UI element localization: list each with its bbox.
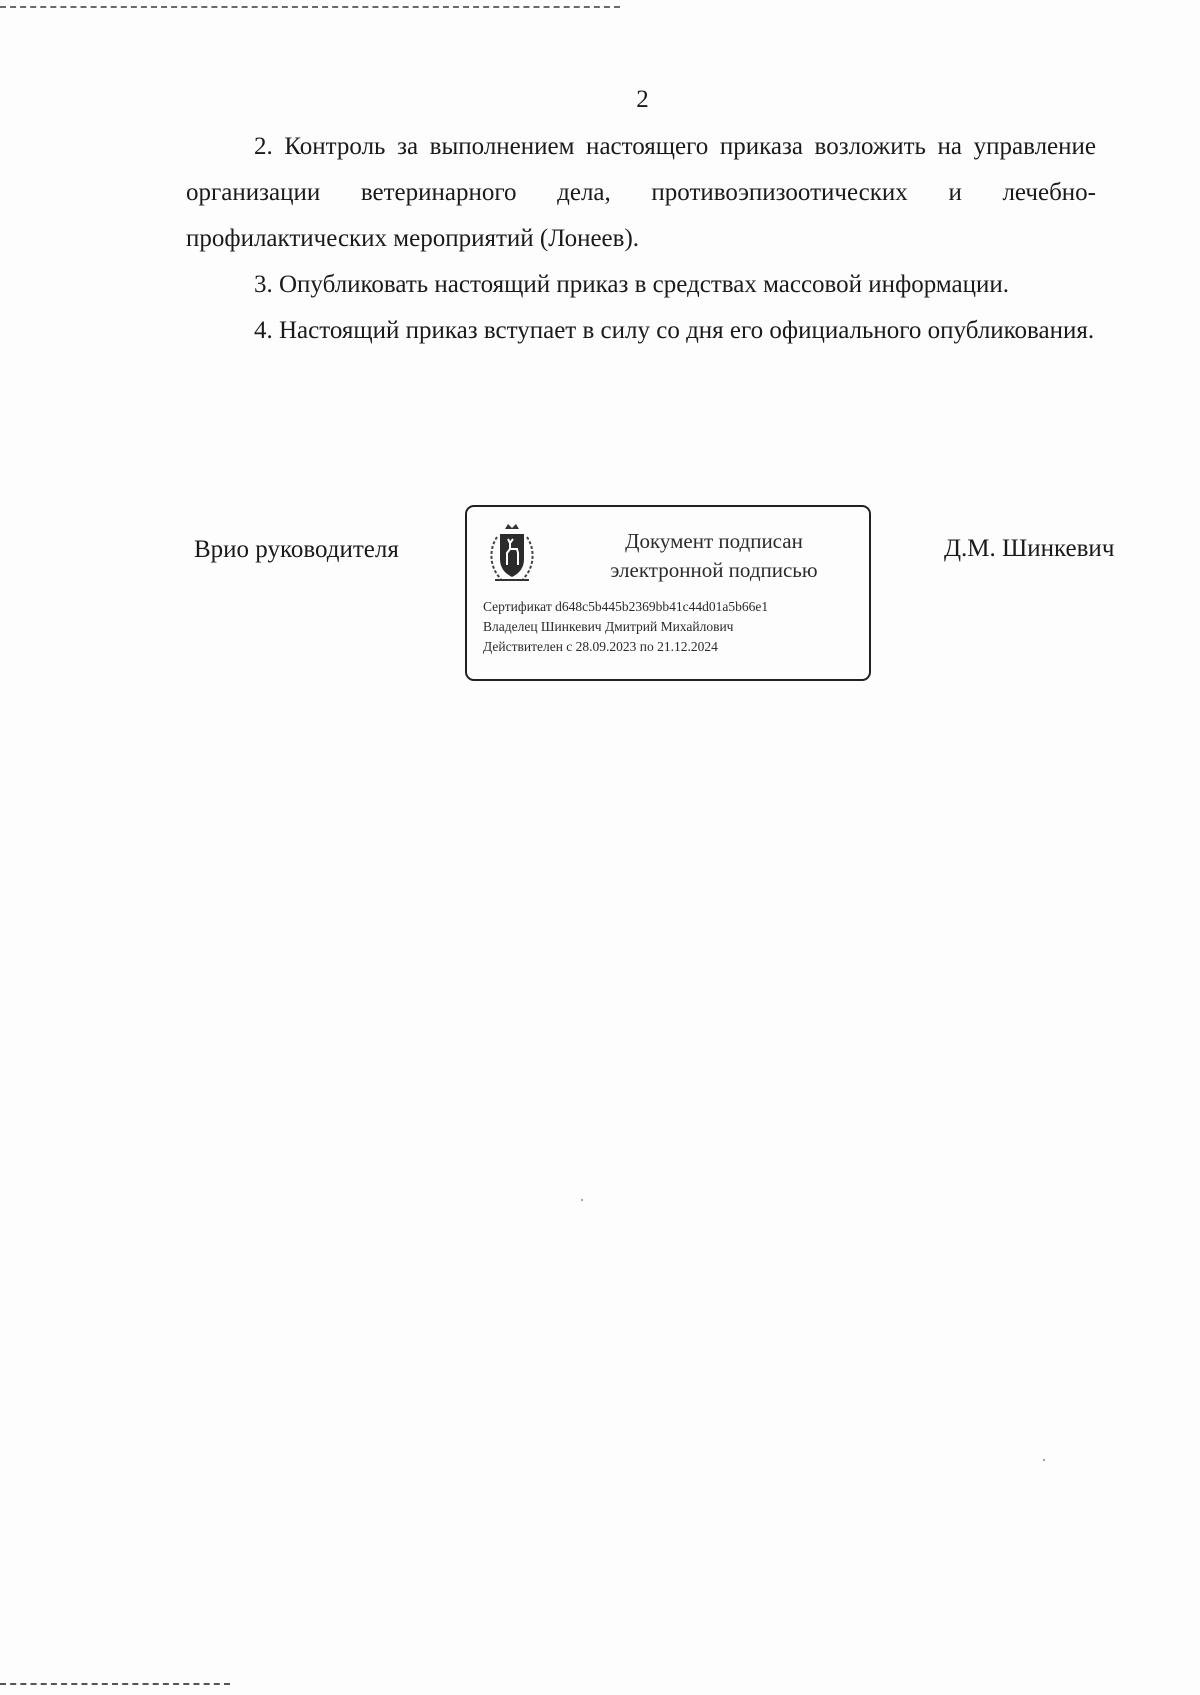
stamp-heading-line-2: электронной подписью (610, 558, 818, 582)
document-body (186, 124, 1096, 354)
signatory-position: Врио руководителя (194, 536, 399, 563)
scan-edge-bottom (0, 1683, 230, 1685)
stamp-certificate: Сертификат d648c5b445b2369bb41c44d01a5b66e1 (483, 599, 769, 614)
paragraph-publish: 3. Опубликовать настоящий приказ в средствах массовой информации. (254, 271, 1010, 298)
electronic-signature-stamp (465, 505, 871, 681)
scan-speck (1043, 1459, 1045, 1461)
scan-edge-top (0, 6, 620, 8)
stamp-heading-line-1: Документ подписан (625, 529, 803, 553)
paragraph-effective: 4. Настоящий приказ вступает в силу со дня его официального опубликования. (254, 317, 1095, 344)
coat-of-arms-icon (483, 523, 541, 585)
paragraph-control: 2. Контроль за выполнением настоящего приказа возложить на управление организации ветеринарного дела, противоэпизоотических и лечебно-профилактических мероприятий (Лонеев). (186, 133, 1096, 252)
page-number: 2 (636, 86, 649, 113)
stamp-owner: Владелец Шинкевич Дмитрий Михайлович (483, 619, 734, 634)
stamp-heading (579, 527, 849, 585)
stamp-details (483, 597, 863, 657)
signatory-name: Д.М. Шинкевич (944, 535, 1115, 562)
scan-speck (581, 1199, 583, 1201)
stamp-validity: Действителен с 28.09.2023 по 21.12.2024 (483, 639, 718, 654)
